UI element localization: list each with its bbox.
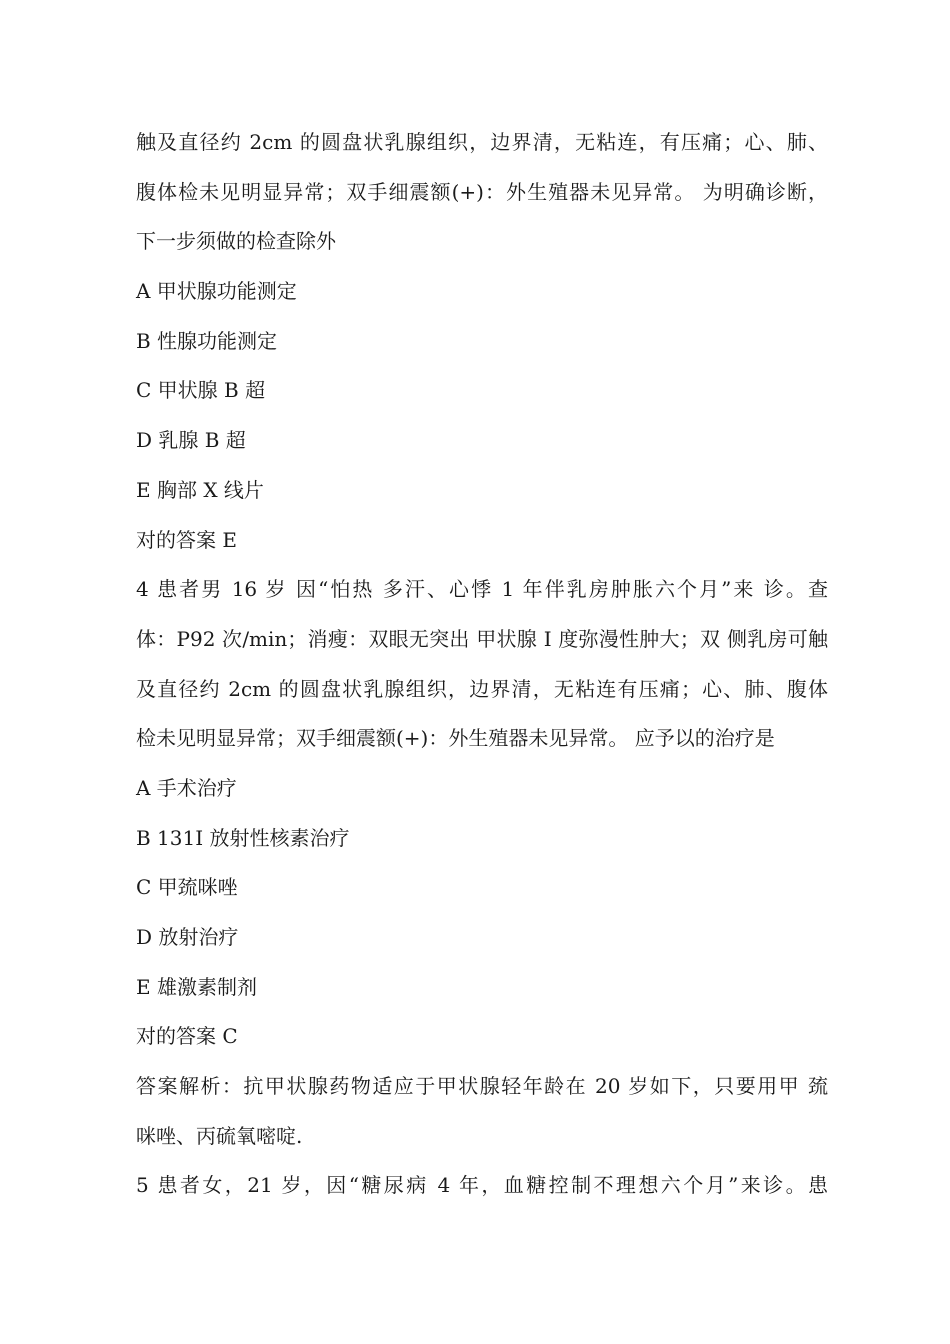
document-body	[136, 118, 828, 1211]
option-line: A 手术治疗	[136, 775, 237, 800]
answer-line: 对的答案 E	[136, 527, 237, 552]
option-line: B 131I 放射性核素治疗	[136, 825, 350, 850]
option-line: C 甲巯咪唑	[136, 875, 238, 900]
text-line: 检未见明显异常；双手细震额(+)：外生殖器未见异常。 应予以的治疗是	[136, 726, 775, 751]
option-line: A 甲状腺功能测定	[136, 279, 297, 304]
text-line: 下一步须做的检查除外	[136, 229, 336, 254]
option-line: B 性腺功能测定	[136, 328, 278, 353]
text-line: 体：P92 次/min；消瘦：双眼无突出 甲状腺 I 度弥漫性肿大；双 侧乳房可触	[136, 626, 828, 651]
option-line: D 乳腺 B 超	[136, 428, 246, 453]
text-line: 及直径约 2cm 的圆盘状乳腺组织，边界清，无粘连有压痛；心、肺、腹体	[136, 676, 828, 701]
question-line: 4 患者男 16 岁 因“怕热 多汗、心悸 1 年伴乳房肿胀六个月”来 诊。查	[136, 577, 828, 602]
option-line: E 胸部 X 线片	[136, 477, 264, 502]
option-line: D 放射治疗	[136, 925, 239, 949]
option-line: C 甲状腺 B 超	[136, 378, 266, 403]
explanation-line: 答案解析：抗甲状腺药物适应于甲状腺轻年龄在 20 岁如下，只要用甲 巯	[136, 1074, 828, 1099]
explanation-line: 咪唑、丙硫氧嘧啶.	[136, 1123, 303, 1148]
question-line: 5 患者女，21 岁，因“糖尿病 4 年，血糖控制不理想六个月”来诊。患	[136, 1173, 828, 1198]
option-line: E 雄激素制剂	[136, 974, 257, 999]
text-line: 腹体检未见明显异常；双手细震额(+)：外生殖器未见异常。 为明确诊断，	[136, 179, 828, 204]
answer-line: 对的答案 C	[136, 1024, 238, 1049]
text-line: 触及直径约 2cm 的圆盘状乳腺组织，边界清，无粘连，有压痛；心、肺、	[136, 130, 828, 154]
